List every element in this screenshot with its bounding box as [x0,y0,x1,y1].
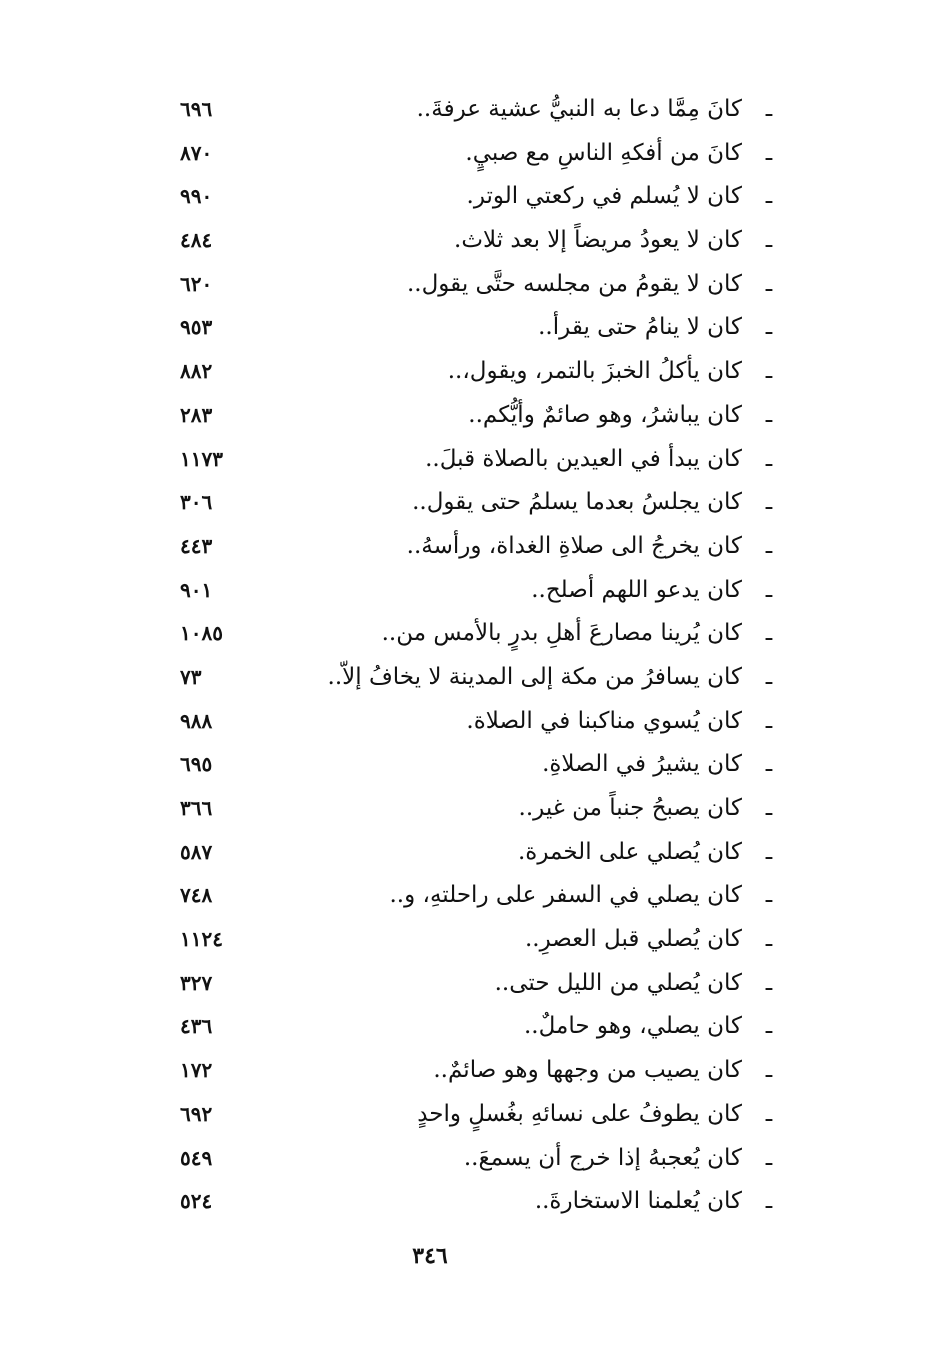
index-entry [180,438,780,482]
entry-text: كان يأكلُ الخبزَ بالتمر، ويقول،.. [447,358,742,385]
index-entry [180,1005,780,1049]
entry-page-number: ٣٢٧ [180,970,213,995]
entry-bullet: ـ [765,1101,773,1127]
entry-page-number: ٩٨٨ [180,708,213,733]
entry-text: كان لا يقومُ من مجلسه حتَّى يقول.. [406,270,742,297]
entry-page-number: ١٠٨٥ [180,621,223,646]
entry-page-number: ٩٥٣ [180,315,213,340]
entry-bullet: ـ [765,1145,773,1171]
index-entry [180,962,780,1006]
entry-page-number: ١١٢٤ [180,927,223,952]
entry-page-number: ١٧٢ [180,1058,213,1083]
entry-bullet: ـ [765,927,773,953]
entry-text: كان يسافرُ من مكة إلى المدينة لا يخافُ إلاّ.. [327,663,742,690]
entry-bullet: ـ [765,533,773,559]
index-entry [180,306,780,350]
entry-text: كان يُصلي قبل العصرِ.. [524,926,742,953]
entry-bullet: ـ [765,839,773,865]
entry-bullet: ـ [765,577,773,603]
entry-bullet: ـ [765,970,773,996]
entry-page-number: ٥٨٧ [180,839,213,864]
index-entry [180,700,780,744]
index-entry [180,918,780,962]
entry-page-number: ١١٧٣ [180,446,223,471]
entry-page-number: ٤٤٣ [180,533,213,558]
index-entry [180,1093,780,1137]
index-entry [180,656,780,700]
entry-text: كان يُعلمنا الاستخارةَ.. [534,1188,742,1215]
entry-bullet: ـ [765,446,773,472]
entry-text: كان يُسوي مناكبنا في الصلاة. [466,707,742,734]
entry-text: كان لا ينامُ حتى يقرأ.. [538,314,742,341]
entry-bullet: ـ [765,796,773,821]
index-entry [180,175,780,219]
entry-page-number: ٣٠٦ [180,490,213,515]
index-entry [180,132,780,176]
entry-bullet: ـ [765,359,773,385]
entry-bullet: ـ [765,883,773,909]
entry-page-number: ٩٠١ [180,577,213,602]
index-entry [180,88,780,132]
entry-text: كان يُرينا مصارعَ أهلِ بدرٍ بالأمس من.. [381,620,742,647]
index-entry [180,569,780,613]
entry-text: كان يُصلي على الخمرة. [517,838,742,865]
entry-page-number: ٧٤٨ [180,883,213,908]
entry-text: كان يُصلي من الليل حتى.. [494,969,742,996]
entry-bullet: ـ [765,402,773,428]
entry-text: كان يطوفُ على نسائهِ بغُسلٍ واحدٍ [417,1100,742,1127]
index-entry [180,350,780,394]
entry-page-number: ٩٩٠ [180,184,213,209]
entry-text: كان لا يُسلم في ركعتي الوتر. [466,183,742,210]
index-entry [180,612,780,656]
entry-page-number: ٤٣٦ [180,1014,213,1039]
entry-page-number: ٧٣ [180,664,202,689]
index-entry [180,481,780,525]
entry-bullet: ـ [765,271,773,297]
index-entry [180,787,780,831]
entry-bullet: ـ [765,184,773,210]
index-entry [180,1180,780,1224]
entry-bullet: ـ [765,1014,773,1040]
entry-page-number: ٦٩٢ [180,1101,213,1126]
entry-bullet: ـ [765,664,773,690]
entry-text: كان يشيرُ في الصلاةِ. [542,751,742,778]
entry-text: كان يصيب من وجهها وهو صائمٌ.. [433,1057,742,1084]
entry-text: كان يصبحُ جنباً من غير.. [518,795,742,821]
entry-page-number: ٤٨٤ [180,228,213,253]
entry-bullet: ـ [765,97,773,122]
entry-page-number: ٦٢٠ [180,271,213,296]
index-entry [180,743,780,787]
hadith-index-list [180,88,780,1224]
entry-page-number: ٦٩٦ [180,97,213,121]
entry-bullet: ـ [765,1058,773,1084]
page-number: ٣٤٦ [412,1243,448,1269]
entry-text: كان يبدأ في العيدين بالصلاة قبلَ.. [425,445,742,472]
entry-bullet: ـ [765,1189,773,1215]
entry-text: كان يصلي في السفر على راحلتهِ، و.. [389,882,742,909]
entry-bullet: ـ [765,490,773,516]
index-entry [180,1137,780,1181]
entry-text: كان يباشرُ، وهو صائمٌ وأيُّكم.. [468,401,742,428]
index-entry [180,219,780,263]
entry-page-number: ٣٦٦ [180,796,213,820]
entry-page-number: ٥٤٩ [180,1145,213,1170]
index-entry [180,874,780,918]
entry-bullet: ـ [765,315,773,341]
entry-text: كان يُعجبهُ إذا خرج أن يسمعَ.. [463,1144,742,1171]
entry-text: كان يدعو اللهم أصلح.. [531,576,742,603]
entry-page-number: ٨٨٢ [180,359,213,384]
entry-page-number: ٥٢٤ [180,1189,213,1214]
entry-text: كان لا يعودُ مريضاً إلا بعد ثلاث. [454,227,742,254]
entry-page-number: ٦٩٥ [180,752,213,777]
index-entry [180,394,780,438]
entry-bullet: ـ [765,228,773,254]
entry-text: كان يخرجُ الى صلاةِ الغداة، ورأسهُ.. [406,532,742,559]
index-entry [180,831,780,875]
entry-text: كانَ من أفكهِ الناسِ مع صبيٍ. [465,139,742,166]
index-entry [180,525,780,569]
index-entry [180,1049,780,1093]
entry-text: كان يجلسُ بعدما يسلمُ حتى يقول.. [412,489,742,516]
entry-text: كانَ مِمَّا دعا به النبيُّ عشية عرفةَ.. [416,96,742,122]
entry-bullet: ـ [765,140,773,166]
entry-page-number: ٢٨٣ [180,402,213,427]
entry-bullet: ـ [765,752,773,778]
entry-page-number: ٨٧٠ [180,140,213,165]
entry-bullet: ـ [765,621,773,647]
index-entry [180,263,780,307]
entry-text: كان يصلي، وهو حاملٌ.. [523,1013,742,1040]
entry-bullet: ـ [765,708,773,734]
